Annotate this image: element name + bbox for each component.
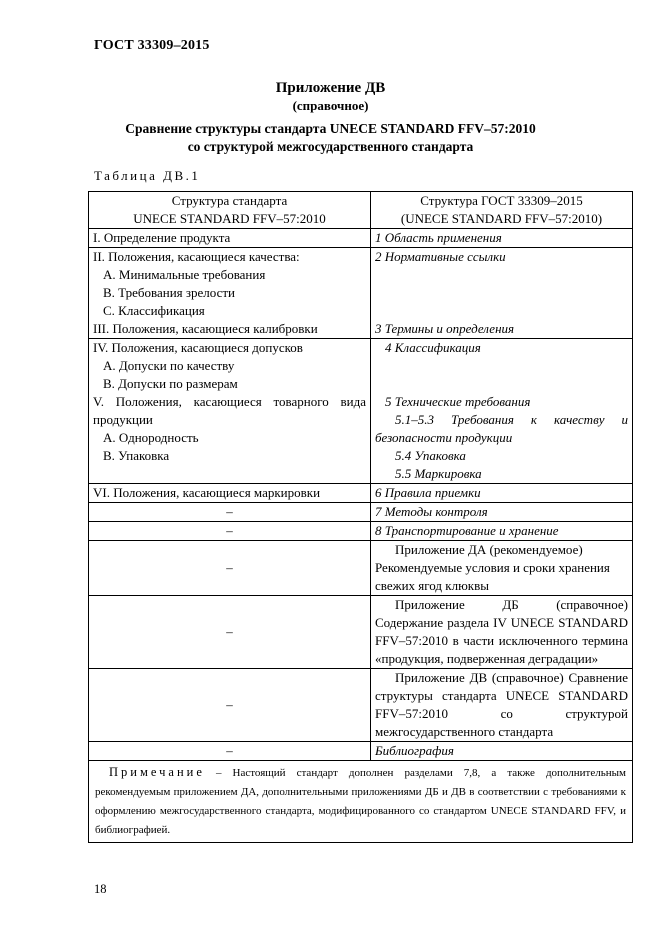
table-row: [89, 522, 633, 541]
cell-line: 5 Технические требования: [385, 394, 531, 409]
table-row: [89, 541, 633, 596]
cell-line: 5.1–5.3 Требования к качеству и безопасности продукции: [375, 412, 628, 445]
table-row: [89, 596, 633, 669]
cell-line: В. Допуски по размерам: [103, 376, 238, 391]
table-header-row: [89, 192, 633, 229]
table-cell: 6 Правила приемки: [371, 484, 633, 503]
table-cell: I. Определение продукта: [89, 229, 371, 248]
note-text: – Настоящий стандарт дополнен разделами 7,8, а также дополнительным рекомендуемым приложением ДА, дополнительными приложениями ДБ и ДВ в соответствии с требованиями к оформлению межгосударственного стандарта, модифицированного со стандартом UNECE STANDARD FFV, и библиографией.: [95, 767, 626, 836]
table-caption: Таблица ДВ.1: [94, 168, 201, 183]
cell-line: Приложение ДБ (справочное) Содержание раздела IV UNECE STANDARD FFV–57:2010 в части исключенного термина «продукция, подверженная деградации»: [375, 597, 628, 666]
table-row: [89, 742, 633, 761]
table-cell: –: [89, 541, 371, 596]
cell-line: С. Классификация: [103, 303, 205, 318]
table-row: [89, 248, 633, 339]
table-cell: –: [89, 503, 371, 522]
cell-line: А. Однородность: [103, 430, 199, 445]
cell-line: Приложение ДА (рекомендуемое): [395, 542, 583, 557]
table-cell: [371, 248, 633, 339]
table-row: [89, 503, 633, 522]
col2-header-line1: Структура ГОСТ 33309–2015: [420, 193, 583, 208]
cell-line: III. Положения, касающиеся калибровки: [93, 321, 318, 336]
table-row: [89, 669, 633, 742]
table-row: [89, 484, 633, 503]
cell-line: В. Упаковка: [103, 448, 170, 463]
cell-line: 2 Нормативные ссылки: [375, 249, 506, 264]
table-cell: –: [89, 742, 371, 761]
col2-header: [371, 192, 633, 229]
cell-line: А. Минимальные требования: [103, 267, 266, 282]
cell-line: 3 Термины и определения: [375, 321, 515, 336]
cell-line: В. Требования зрелости: [103, 285, 236, 300]
table-row: [89, 339, 633, 484]
table-cell: VI. Положения, касающиеся маркировки: [89, 484, 371, 503]
table-cell: –: [89, 522, 371, 541]
col1-header: [89, 192, 371, 229]
comparison-heading-line2: со структурой межгосударственного стандарта: [187, 139, 474, 154]
appendix-title: Приложение ДВ: [275, 80, 386, 96]
cell-line: 4 Классификация: [385, 340, 481, 355]
table-cell: 8 Транспортирование и хранение: [371, 522, 633, 541]
table-cell: 1 Область применения: [371, 229, 633, 248]
table-row: [89, 229, 633, 248]
table-cell: –: [89, 596, 371, 669]
col2-header-line2: (UNECE STANDARD FFV–57:2010): [400, 211, 603, 226]
note-label: Примечание: [109, 765, 205, 779]
cell-line: II. Положения, касающиеся качества:: [93, 249, 300, 264]
table-cell: [89, 339, 371, 484]
cell-line: Приложение ДВ (справочное) Сравнение структуры стандарта UNECE STANDARD FFV–57:2010 со структурой межгосударственного стандарта: [375, 670, 628, 739]
table-cell: [371, 669, 633, 742]
table-cell: 7 Методы контроля: [371, 503, 633, 522]
table-cell: [371, 339, 633, 484]
cell-line: 5.5 Маркировка: [395, 466, 482, 481]
cell-line: 5.4 Упаковка: [395, 448, 466, 463]
col1-header-line1: Структура стандарта: [171, 193, 288, 208]
cell-line: IV. Положения, касающиеся допусков: [93, 340, 303, 355]
structure-comparison-table: [88, 191, 633, 843]
comparison-heading: [0, 120, 661, 156]
cell-line: А. Допуски по качеству: [103, 358, 235, 373]
table-cell: [371, 541, 633, 596]
document-code-header: ГОСТ 33309–2015: [94, 38, 210, 53]
table-cell: [371, 596, 633, 669]
col1-header-line2: UNECE STANDARD FFV–57:2010: [133, 211, 326, 226]
comparison-heading-line1: Сравнение структуры стандарта UNECE STANDARD FFV–57:2010: [125, 121, 536, 136]
cell-line: Рекомендуемые условия и сроки хранения свежих ягод клюквы: [375, 560, 610, 593]
appendix-subtitle: (справочное): [292, 98, 369, 113]
table-note: [89, 761, 633, 843]
table-cell: –: [89, 669, 371, 742]
table-note-row: [89, 761, 633, 843]
table-cell: [89, 248, 371, 339]
cell-line: V. Положения, касающиеся товарного вида продукции: [93, 394, 366, 427]
page-number: 18: [94, 882, 107, 896]
table-cell: Библиография: [371, 742, 633, 761]
